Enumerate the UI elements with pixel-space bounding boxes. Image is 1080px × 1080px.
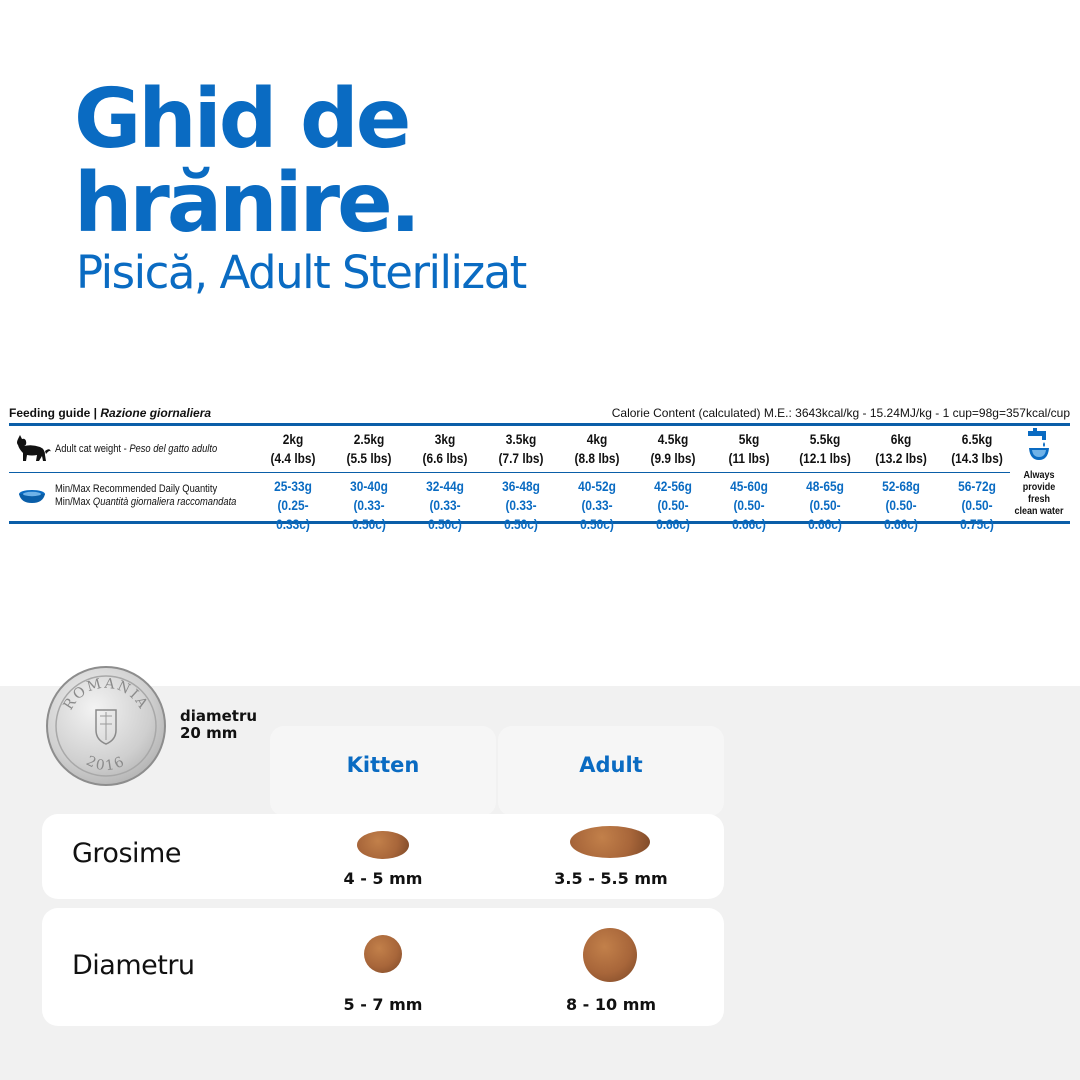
quantity-cups: (0.50-0.66c) (656, 497, 690, 532)
weight-lbs: (12.1 lbs) (799, 450, 851, 466)
kibble-kitten-side (357, 831, 409, 859)
row-card-grosime (42, 814, 724, 899)
coin-country: ROMANIA (60, 675, 152, 713)
quantity-grams: 25-33g (274, 478, 312, 494)
quantity-cell (793, 473, 858, 532)
feeding-guide-label-en: Feeding guide (9, 406, 91, 420)
weight-lbs: (14.3 lbs) (951, 450, 1003, 466)
quantity-cups: (0.33-0.50c) (504, 497, 538, 532)
quantity-grams: 56-72g (958, 478, 996, 494)
quantity-grams: 36-48g (502, 478, 540, 494)
feeding-guide-table (9, 400, 1070, 532)
feeding-guide-label-it: Razione giornaliera (100, 406, 212, 420)
weight-row-label: Adult cat weight - Peso del gatto adulto (55, 442, 218, 455)
weight-kg: 6kg (890, 431, 912, 447)
quantity-grams: 52-68g (882, 478, 920, 494)
quantity-cups: (0.25-0.33c) (276, 497, 310, 532)
quantity-cups: (0.50-0.66c) (808, 497, 842, 532)
title-line-1: Ghid de (74, 72, 409, 167)
weight-kg: 5kg (738, 431, 760, 447)
quantity-cell (261, 473, 326, 532)
row-label-diametru: Diametru (72, 950, 195, 981)
weight-kg: 4kg (586, 431, 608, 447)
weight-kg: 5.5kg (809, 431, 841, 447)
column-header-kitten: Kitten (270, 726, 496, 816)
weight-row (9, 426, 1070, 472)
column-header-adult: Adult (498, 726, 724, 816)
quantity-cups: (0.33-0.50c) (352, 497, 386, 532)
weight-cell (945, 426, 1010, 472)
quantity-cups: (0.33-0.50c) (580, 497, 614, 532)
feeding-guide-header (9, 400, 1070, 420)
water-note: Always provide fresh clean water (1014, 470, 1064, 517)
quantity-cups: (0.50-0.75c) (960, 497, 994, 532)
page-subtitle: Pisică, Adult Sterilizat (76, 246, 526, 299)
value-grosime-kitten: 4 - 5 mm (343, 869, 423, 888)
quantity-grams: 40-52g (578, 478, 616, 494)
quantity-cell (869, 473, 934, 532)
water-tap-icon (1026, 428, 1052, 467)
value-diametru-kitten: 5 - 7 mm (343, 995, 423, 1014)
weight-kg: 6.5kg (961, 431, 993, 447)
row-card-diametru (42, 908, 724, 1026)
quantity-grams: 30-40g (350, 478, 388, 494)
quantity-cups: (0.33-0.50c) (428, 497, 462, 532)
quantity-cell (717, 473, 782, 532)
svg-text:ROMANIA (61, 676, 152, 713)
weight-lbs: (8.8 lbs) (574, 450, 620, 466)
kibble-kitten-top (364, 935, 402, 973)
quantity-cups: (0.50-0.66c) (732, 497, 766, 532)
quantity-cell (337, 473, 402, 532)
coin-year: 2016 (83, 753, 129, 775)
calorie-content: Calorie Content (calculated) M.E.: 3643kcal/kg - 15.24MJ/kg - 1 cup=98g=357kcal/cup (611, 406, 1070, 420)
weight-cell (869, 426, 934, 472)
weight-lbs: (11 lbs) (728, 450, 770, 466)
quantity-cells (255, 473, 1015, 532)
weight-cell (261, 426, 326, 472)
weight-kg: 2kg (282, 431, 304, 447)
row-label-grosime: Grosime (72, 838, 181, 869)
weight-lbs: (4.4 lbs) (270, 450, 316, 466)
weight-kg: 4.5kg (657, 431, 689, 447)
food-bowl-icon (9, 488, 55, 504)
kibble-adult-side (570, 826, 650, 858)
weight-lbs: (9.9 lbs) (650, 450, 696, 466)
weight-cell (793, 426, 858, 472)
kibble-adult-top (583, 928, 637, 982)
weight-lbs: (7.7 lbs) (498, 450, 544, 466)
quantity-cell (641, 473, 706, 532)
weight-cell (565, 426, 630, 472)
weight-cell (337, 426, 402, 472)
quantity-grams: 48-65g (806, 478, 844, 494)
weight-lbs: (13.2 lbs) (875, 450, 927, 466)
quantity-grams: 45-60g (730, 478, 768, 494)
quantity-cell (565, 473, 630, 532)
quantity-cups: (0.50-0.66c) (884, 497, 918, 532)
quantity-cell (945, 473, 1010, 532)
weight-kg: 3kg (434, 431, 456, 447)
cat-icon (9, 435, 55, 463)
weight-lbs: (6.6 lbs) (422, 450, 468, 466)
quantity-grams: 32-44g (426, 478, 464, 494)
feeding-guide-label: Feeding guide | Razione giornaliera (9, 406, 212, 420)
title-line-2: hrănire. (74, 156, 418, 251)
value-grosime-adult: 3.5 - 5.5 mm (554, 869, 668, 888)
quantity-row (9, 473, 1070, 532)
weight-cell (413, 426, 478, 472)
coin-image (46, 666, 166, 786)
weight-cell (641, 426, 706, 472)
quantity-cell (413, 473, 478, 532)
weight-cell (489, 426, 554, 472)
weight-kg: 3.5kg (505, 431, 537, 447)
weight-lbs: (5.5 lbs) (346, 450, 392, 466)
weight-kg: 2.5kg (353, 431, 385, 447)
weight-cell (717, 426, 782, 472)
quantity-row-label: Min/Max Recommended Daily Quantity Min/Max Quantità giornaliera raccomandata (55, 483, 237, 508)
svg-text:2016 (84, 753, 129, 774)
coin-caption: diametru 20 mm (180, 707, 258, 742)
quantity-cell (489, 473, 554, 532)
weight-cells (255, 426, 1015, 472)
quantity-grams: 42-56g (654, 478, 692, 494)
page-title (74, 72, 418, 251)
value-diametru-adult: 8 - 10 mm (565, 995, 657, 1014)
